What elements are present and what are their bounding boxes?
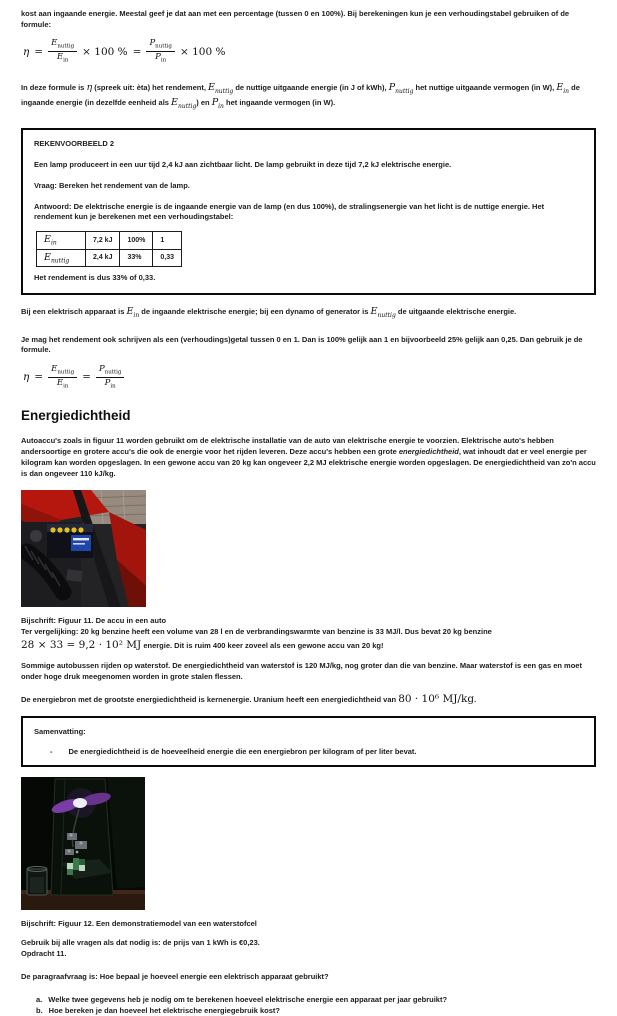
summary-title: Samenvatting: xyxy=(34,726,86,736)
figure-11-photo-car-battery xyxy=(21,490,146,607)
energy-fraction: $\frac{E_{nuttig}}{E_{in}}$ xyxy=(48,365,77,390)
bullet-marker: - xyxy=(50,746,53,756)
summary-bullet-text: De energiedichtheid is de hoeveelheid energie die een energiebron per kilogram of per liter bevat. xyxy=(68,746,417,756)
item-marker: a. xyxy=(36,995,43,1005)
equals-sign: = xyxy=(34,45,44,58)
exercise-question: De paragraafvraag is: Hoe bepaal je hoeveel energie een elektrisch apparaat gebruikt? xyxy=(21,972,329,982)
figure-11 xyxy=(21,490,596,607)
figure-12-photo-fuel-cell-model xyxy=(21,777,145,910)
equals-sign: = xyxy=(82,371,91,384)
exercise-item-a xyxy=(36,995,596,1005)
example-box xyxy=(21,128,596,295)
exercise-item-b xyxy=(36,1006,596,1016)
price-note: Gebruik bij alle vragen als dat nodig is: de prijs van 1 kWh is €0,23. xyxy=(21,938,260,948)
item-marker: b. xyxy=(36,1006,43,1016)
times-100-percent: × 100 % xyxy=(179,45,226,58)
summary-bullet xyxy=(34,747,583,756)
intro-paragraph: kost aan ingaande energie. Meestal geef je dat aan met een percentage (tussen 0 en 100%). Bij berekeningen kun je een verhoudingstabel gebruiken of de formule: xyxy=(21,9,570,29)
ratio-table xyxy=(36,231,182,267)
power-fraction: $\frac{P_{nuttig}}{P_{in}}$ xyxy=(146,39,175,64)
waterstof-paragraph: Sommige autobussen rijden op waterstof. De energiedichtheid van waterstof is 120 MJ/kg, nog groter dan die van benzine. Maar waterstof is een gas en moet onder hoge druk meegenomen worden in grote stalen flessen. xyxy=(21,660,582,681)
ratio-note: Je mag het rendement ook schrijven als een (verhoudings)getal tussen 0 en 1. Dan is 100% gelijk aan 1 en bijvoorbeeld 25% gelijk aan 0,25. Dan gebruik je de formule. xyxy=(21,334,583,355)
example-question: Vraag: Bereken het rendement van de lamp. xyxy=(34,180,190,190)
eta-symbol: η xyxy=(23,45,30,58)
item-text: Hoe bereken je dan hoeveel het elektrische energiegebruik kost? xyxy=(48,1006,281,1016)
formula-explanation: In deze formule is η (spreek uit: èta) het rendement, $E_{nuttig}$ de nuttige uitgaande energie (in J of kWh), $P_{nuttig}$ het nuttige uitgaande vermogen (in W), $E_{in}$ de ingaande energie (in dezelfde eenheid als $E_{nuttig}$) en $P_{in}$ het ingaande vermogen (in W). xyxy=(21,81,580,111)
figure-12-caption: Bijschrift: Figuur 12. Een demonstratiemodel van een waterstofcel xyxy=(21,918,257,928)
item-text: Welke twee gegevens heb je nodig om te berekenen hoeveel elektrische energie een apparaat per jaar gebruikt? xyxy=(48,995,448,1005)
eta-symbol: η xyxy=(23,371,30,384)
times-100-percent: × 100 % xyxy=(82,45,128,58)
section-heading-energiedichtheid: Energiedichtheid xyxy=(21,408,131,424)
figure-11-caption: Bijschrift: Figuur 11. De accu in een auto xyxy=(21,615,167,625)
efficiency-formula-ratio xyxy=(23,362,596,392)
table-row: $E_{in}$ 7,2 kJ 100% 1 xyxy=(37,232,182,249)
accu-paragraph: Autoaccu's zoals in figuur 11 worden gebruikt om de elektrische installatie van de auto van elektrische energie te voorzien. Elektrische auto's hebben andersoortige en grotere accu's die ook de energie voor het rijden leveren. Deze accu's hebben een grote energiedichtheid, wat inhoudt dat er veel energie per kilogram kan worden opgeslagen. In een gewone accu van 20 kg kan ongeveer 2,2 MJ elektrische energie worden opgeslagen. De energiedichtheid van zo'n accu is dan ongeveer 110 kJ/kg. xyxy=(21,436,596,478)
equals-sign: = xyxy=(34,371,44,384)
example-box-title: REKENVOORBEELD 2 xyxy=(34,138,115,148)
table-row: $E_{nuttig}$ 2,4 kJ 33% 0,33 xyxy=(37,249,182,266)
example-answer: Antwoord: De elektrische energie is de ingaande energie van de lamp (en dus 100%), de stralingsenergie van het licht is de nuttige energie. Het rendement kun je berekenen met een verhoudingstabel: xyxy=(34,201,545,222)
example-conclusion: Het rendement is dus 33% of 0,33. xyxy=(34,273,156,283)
energy-fraction: $\frac{E_{nuttig}}{E_{in}}$ xyxy=(48,39,77,64)
benzine-paragraph: Ter vergelijking: 20 kg benzine heeft een volume van 28 l en de verbrandingswarmte van benzine is 33 MJ/l. Dus bevat 20 kg benzine 28 × 33 = 9,2 · 10² MJ energie. Dit is ruim 400 keer zoveel als een gewone accu van 20 kg! xyxy=(21,626,492,651)
apparaat-paragraph: Bij een elektrisch apparaat is $E_{in}$ de ingaande elektrische energie; bij een dynamo of generator is $E_{nuttig}$ de uitgaande elektrische energie. xyxy=(21,305,517,319)
power-fraction: $\frac{P_{nuttig}}{P_{in}}$ xyxy=(96,365,125,390)
example-statement: Een lamp produceert in een uur tijd 2,4 kJ aan zichtbaar licht. De lamp gebruikt in deze tijd 7,2 kJ elektrische energie. xyxy=(34,159,452,169)
exercise-title: Opdracht 11. xyxy=(21,949,67,959)
equals-sign: = xyxy=(132,45,142,58)
efficiency-formula-percent xyxy=(23,37,596,67)
summary-box xyxy=(21,716,596,767)
figure-12 xyxy=(21,777,596,910)
kernenergie-paragraph: De energiebron met de grootste energiedichtheid is kernenergie. Uranium heeft een energiedichtheid van 80 · 10⁶ MJ/kg. xyxy=(21,693,477,706)
